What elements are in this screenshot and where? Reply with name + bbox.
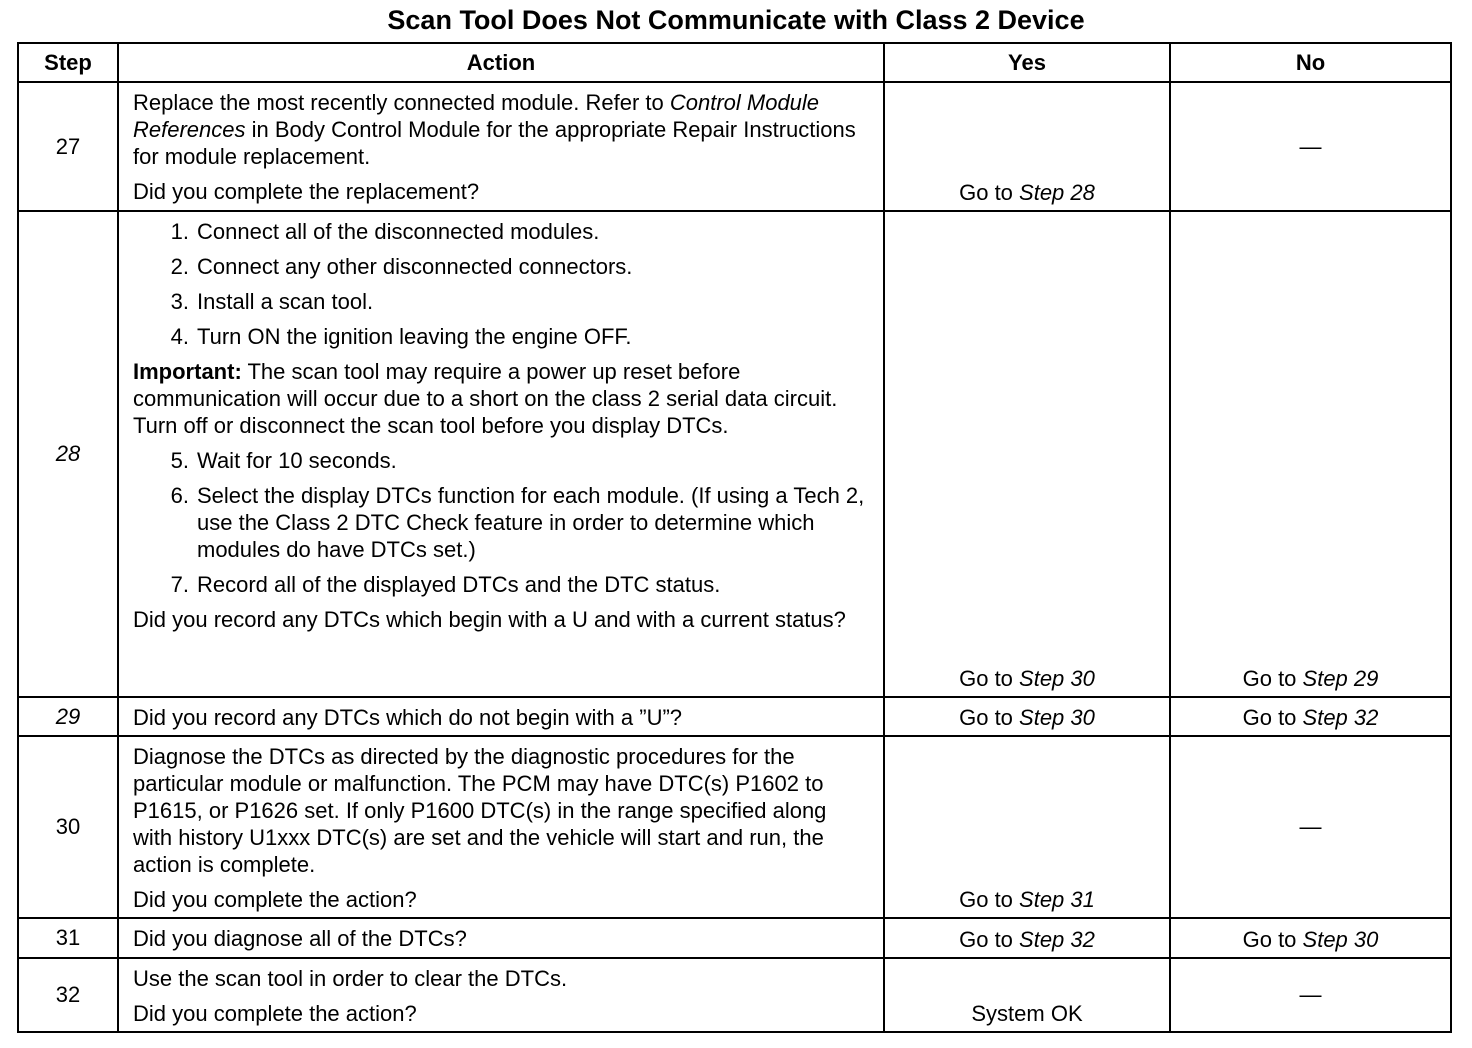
no-cell <box>1170 211 1451 697</box>
paragraph <box>133 925 871 952</box>
table-row <box>18 958 1451 1032</box>
list-text <box>189 482 871 563</box>
list-item <box>133 323 871 350</box>
answer-text: System OK <box>971 1001 1083 1026</box>
header-yes: Yes <box>884 43 1170 82</box>
answer-step-link: Step 32 <box>1302 705 1379 730</box>
answer-step-link: Step 29 <box>1302 666 1379 691</box>
paragraph <box>133 886 871 913</box>
list-number: 2. <box>170 254 189 279</box>
reference-text: Control Module References <box>133 90 820 142</box>
yes-cell <box>884 697 1170 736</box>
list-item <box>133 447 871 474</box>
list-text <box>189 447 871 474</box>
text-segment: Turn ON the ignition leaving the engine OFF. <box>197 324 632 349</box>
answer-prefix: Go to <box>1242 705 1303 730</box>
paragraph <box>133 178 871 205</box>
answer-prefix: Go to <box>959 887 1020 912</box>
paragraph <box>133 704 871 731</box>
action-cell <box>118 82 884 211</box>
answer-prefix: Go to <box>959 180 1020 205</box>
text-segment: Record all of the displayed DTCs and the DTC status. <box>197 572 721 597</box>
action-cell <box>118 918 884 958</box>
no-cell <box>1170 958 1451 1032</box>
no-cell <box>1170 82 1451 211</box>
list-number: 1. <box>170 219 189 244</box>
paragraph <box>133 89 871 170</box>
answer-step-link: Step 31 <box>1019 887 1095 912</box>
text-segment: Did you complete the replacement? <box>133 179 480 204</box>
yes-cell <box>884 736 1170 918</box>
answer-prefix: Go to <box>959 666 1020 691</box>
table-header-row <box>18 43 1451 82</box>
text-segment: Did you complete the action? <box>133 887 417 912</box>
action-cell <box>118 697 884 736</box>
paragraph <box>133 358 871 439</box>
paragraph <box>133 965 871 992</box>
diagnostic-table <box>17 42 1452 1033</box>
text-segment: Connect all of the disconnected modules. <box>197 219 600 244</box>
answer-step-link: Step 30 <box>1019 666 1095 691</box>
yes-cell <box>884 82 1170 211</box>
yes-cell <box>884 211 1170 697</box>
text-segment: in Body Control Module for the appropriate Repair Instructions for module replacement. <box>133 117 856 169</box>
list-number: 6. <box>170 483 189 508</box>
table-row <box>18 697 1451 736</box>
text-segment: Did you diagnose all of the DTCs? <box>133 926 467 951</box>
answer-text: — <box>1299 814 1322 839</box>
step-number: 30 <box>18 736 118 918</box>
step-number: 28 <box>18 211 118 697</box>
important-label: Important: <box>133 359 242 384</box>
answer-prefix: Go to <box>959 927 1020 952</box>
action-cell <box>118 958 884 1032</box>
list-text <box>189 288 871 315</box>
list-item <box>133 571 871 598</box>
step-number: 31 <box>18 918 118 958</box>
list-item <box>133 253 871 280</box>
header-no: No <box>1170 43 1451 82</box>
yes-cell <box>884 918 1170 958</box>
text-segment: Replace the most recently connected module. Refer to <box>133 90 670 115</box>
answer-prefix: Go to <box>1242 666 1303 691</box>
table-row <box>18 211 1451 697</box>
answer-step-link: Step 32 <box>1019 927 1095 952</box>
text-segment: Diagnose the DTCs as directed by the diagnostic procedures for the particular module or malfunction. The PCM may have DTC(s) P1602 to P1615, or P1626 set. If only P1600 DTC(s) in the range specified along with history U1xxx DTC(s) are set and the vehicle will start and run, the action is complete. <box>133 744 827 877</box>
text-segment: The scan tool may require a power up reset before communication will occur due to a short on the class 2 serial data circuit. Turn off or disconnect the scan tool before you display DTCs. <box>133 359 838 438</box>
list-number: 4. <box>170 324 189 349</box>
text-segment: Install a scan tool. <box>197 289 374 314</box>
text-segment: Did you complete the action? <box>133 1001 417 1026</box>
list-item <box>133 482 871 563</box>
step-number: 29 <box>18 697 118 736</box>
answer-prefix: Go to <box>959 705 1020 730</box>
answer-step-link: Step 30 <box>1302 927 1379 952</box>
text-segment: Did you record any DTCs which begin with a U and with a current status? <box>133 607 846 632</box>
text-segment: Wait for 10 seconds. <box>197 448 397 473</box>
answer-step-link: Step 28 <box>1019 180 1095 205</box>
answer-step-link: Step 30 <box>1019 705 1095 730</box>
answer-text: — <box>1299 133 1322 159</box>
text-segment: Connect any other disconnected connectors. <box>197 254 633 279</box>
step-number: 27 <box>18 82 118 211</box>
action-cell <box>118 736 884 918</box>
list-text <box>189 253 871 280</box>
action-cell <box>118 211 884 697</box>
paragraph <box>133 1000 871 1027</box>
list-text <box>189 571 871 598</box>
list-text <box>189 323 871 350</box>
list-number: 5. <box>170 448 189 473</box>
table-row <box>18 82 1451 211</box>
list-item <box>133 218 871 245</box>
list-number: 3. <box>170 289 189 314</box>
header-action: Action <box>118 43 884 82</box>
text-segment: Use the scan tool in order to clear the DTCs. <box>133 966 568 991</box>
no-cell <box>1170 736 1451 918</box>
list-item <box>133 288 871 315</box>
no-cell <box>1170 697 1451 736</box>
answer-prefix: Go to <box>1242 927 1303 952</box>
paragraph <box>133 606 871 633</box>
no-cell <box>1170 918 1451 958</box>
table-row <box>18 918 1451 958</box>
list-number: 7. <box>170 572 189 597</box>
list-text <box>189 218 871 245</box>
text-segment: Did you record any DTCs which do not begin with a ”U”? <box>133 705 683 730</box>
answer-text: — <box>1299 982 1322 1007</box>
table-row <box>18 736 1451 918</box>
step-number: 32 <box>18 958 118 1032</box>
header-step: Step <box>18 43 118 82</box>
page-title: Scan Tool Does Not Communicate with Class 2 Device <box>387 5 1085 35</box>
paragraph <box>133 743 871 878</box>
text-segment: Select the display DTCs function for each module. (If using a Tech 2, use the Class 2 DTC Check feature in order to determine which modules do have DTCs set.) <box>197 483 865 562</box>
yes-cell <box>884 958 1170 1032</box>
